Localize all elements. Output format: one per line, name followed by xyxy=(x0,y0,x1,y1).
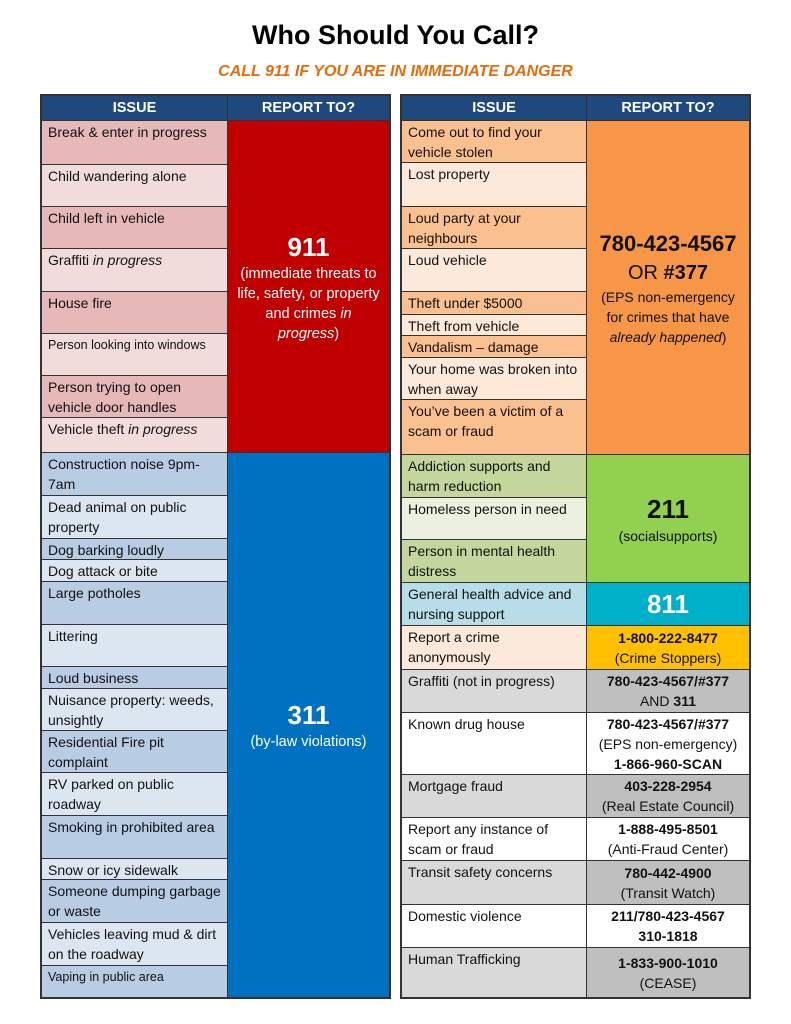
issue-cell xyxy=(42,625,227,666)
issue-cell xyxy=(42,418,227,452)
issue-cell xyxy=(402,455,586,497)
crime-stoppers-label: (Crime Stoppers) xyxy=(614,649,722,666)
issue-text: Graffiti (not in progress) xyxy=(408,673,555,689)
issue-cell xyxy=(402,315,586,335)
issue-text: Report any instance of scam or fraud xyxy=(408,821,549,857)
issue-text: Loud party at your neighbours xyxy=(408,210,521,246)
issue-cell xyxy=(402,207,586,248)
report-311 xyxy=(228,453,389,997)
eps-number: 780-423-4567 xyxy=(599,230,737,256)
issue-cell xyxy=(402,358,586,399)
issue-text: Vaping in public area xyxy=(48,970,164,984)
issue-cell xyxy=(402,249,586,291)
issue-cell xyxy=(42,966,227,997)
issue-cell xyxy=(402,336,586,357)
issue-cell xyxy=(402,713,586,774)
issue-header: ISSUE xyxy=(402,96,586,120)
issue-cell xyxy=(42,496,227,538)
mortgage-label: (Real Estate Council) xyxy=(601,798,735,814)
issue-text: Smoking in prohibited area xyxy=(48,819,215,835)
issue-cell xyxy=(402,905,586,947)
issue-text: Large potholes xyxy=(48,585,141,601)
issue-cell xyxy=(42,816,227,858)
graffiti-and: AND xyxy=(639,693,674,709)
drug-scan-number: 1-866-960-SCAN xyxy=(613,755,723,772)
report-scam xyxy=(587,818,749,860)
graffiti-number: 780-423-4567/#377 xyxy=(606,673,730,689)
issue-cell xyxy=(42,923,227,965)
issue-text: Addiction supports and harm reduction xyxy=(408,458,551,494)
scam-label: (Anti-Fraud Center) xyxy=(607,841,729,857)
issue-cell xyxy=(42,773,227,815)
issue-text: Person in mental health distress xyxy=(408,543,556,579)
issue-text: Transit safety concerns xyxy=(408,864,553,880)
eps-hash-number: #377 xyxy=(663,261,709,284)
issue-text: House fire xyxy=(48,295,112,311)
issue-text: Vandalism – damage xyxy=(408,339,539,355)
issue-text: Person looking into windows xyxy=(48,338,206,352)
issue-text: RV parked on public roadway xyxy=(48,776,174,812)
issue-text: Littering xyxy=(48,628,98,644)
issue-cell xyxy=(402,948,586,997)
issue-cell xyxy=(402,670,586,712)
report-drug-house xyxy=(587,713,749,774)
eps-description: (EPS non-emergency for crimes that have xyxy=(601,288,735,325)
issue-cell xyxy=(42,249,227,291)
eps-emphasis: already happened xyxy=(609,328,722,345)
issue-emphasis: in progress xyxy=(92,252,163,268)
left-table xyxy=(40,94,391,999)
issue-text: Dog barking loudly xyxy=(48,542,164,558)
scam-number: 1-888-495-8501 xyxy=(618,821,718,837)
report-transit xyxy=(587,861,749,904)
issue-text: Come out to find your vehicle stolen xyxy=(408,124,542,160)
report-crime-stoppers xyxy=(587,626,749,669)
issue-text: Homeless person in need xyxy=(408,501,567,517)
issue-text: Person trying to open vehicle door handles xyxy=(48,379,182,415)
issue-text: Vehicles leaving mud & dirt on the roadway xyxy=(48,926,217,962)
211-description: (socialsupports) xyxy=(618,527,718,544)
911-emphasis: in progress xyxy=(277,305,352,342)
issue-cell xyxy=(402,583,586,625)
eps-close: ) xyxy=(721,328,727,345)
issue-cell xyxy=(42,207,227,248)
issue-text: Report a crime anonymously xyxy=(408,629,500,665)
issue-cell xyxy=(402,626,586,669)
issue-cell xyxy=(402,292,586,314)
transit-label: (Transit Watch) xyxy=(620,884,716,901)
911-close: ) xyxy=(334,325,340,342)
issue-cell xyxy=(42,165,227,206)
report-graffiti xyxy=(587,670,749,712)
drug-label: (EPS non-emergency) xyxy=(598,735,738,752)
report-811 xyxy=(587,583,749,625)
report-domestic xyxy=(587,905,749,947)
issue-text: Your home was broken into when away xyxy=(408,361,578,397)
emergency-subtitle: CALL 911 IF YOU ARE IN IMMEDIATE DANGER xyxy=(218,63,573,80)
number-311: 311 xyxy=(287,700,330,730)
issue-cell xyxy=(42,582,227,624)
issue-cell xyxy=(42,689,227,730)
right-table xyxy=(400,94,751,999)
issue-text: Vehicle theft xyxy=(48,421,129,437)
issue-text: Human Trafficking xyxy=(408,951,521,967)
page-title: Who Should You Call? xyxy=(252,20,539,50)
issue-text: Dead animal on public property xyxy=(48,499,187,535)
report-header: REPORT TO? xyxy=(228,96,389,120)
issue-text: Lost property xyxy=(408,166,490,182)
domestic-number: 211/780-423-4567 xyxy=(611,908,725,924)
issue-text: Loud vehicle xyxy=(408,252,487,268)
eps-or: OR xyxy=(627,261,664,284)
issue-cell xyxy=(42,453,227,495)
issue-cell xyxy=(402,498,586,539)
issue-text: Loud business xyxy=(48,670,139,686)
issue-text: Snow or icy sidewalk xyxy=(48,862,178,878)
issue-text: Graffiti xyxy=(48,252,93,268)
issue-cell xyxy=(42,560,227,581)
drug-number: 780-423-4567/#377 xyxy=(606,715,730,732)
issue-cell xyxy=(42,376,227,417)
issue-cell xyxy=(42,859,227,879)
issue-cell xyxy=(42,731,227,772)
crime-stoppers-number: 1-800-222-8477 xyxy=(618,629,718,646)
number-911: 911 xyxy=(287,231,330,262)
issue-cell xyxy=(42,292,227,333)
issue-cell xyxy=(402,121,586,162)
issue-header: ISSUE xyxy=(42,96,227,120)
report-911 xyxy=(228,121,389,452)
graffiti-311: 311 xyxy=(673,693,697,709)
issue-text: Break & enter in progress xyxy=(48,124,207,140)
report-mortgage xyxy=(587,775,749,817)
issue-text: Theft from vehicle xyxy=(408,318,520,334)
domestic-number-2: 310-1818 xyxy=(638,928,698,944)
issue-cell xyxy=(402,540,586,582)
issue-cell xyxy=(402,400,586,454)
issue-cell xyxy=(42,667,227,688)
issue-text: Domestic violence xyxy=(408,908,522,924)
issue-text: Child left in vehicle xyxy=(48,210,165,226)
issue-cell xyxy=(402,861,586,904)
number-211: 211 xyxy=(647,493,689,524)
report-header: REPORT TO? xyxy=(587,96,749,120)
report-eps-non-emergency xyxy=(587,121,749,454)
311-description: (by-law violations) xyxy=(250,734,367,750)
trafficking-number: 1-833-900-1010 xyxy=(618,954,718,971)
issue-cell xyxy=(402,775,586,817)
issue-cell xyxy=(402,818,586,860)
issue-text: Nuisance property: weeds, unsightly xyxy=(48,692,214,728)
issue-text: Theft under $5000 xyxy=(408,295,523,311)
report-211 xyxy=(587,455,749,582)
issue-cell xyxy=(402,163,586,206)
911-description: (immediate threats to life, safety, or property and crimes xyxy=(237,265,380,322)
issue-text: Known drug house xyxy=(408,716,525,732)
issue-text: Dog attack or bite xyxy=(48,563,158,579)
issue-text: Someone dumping garbage or waste xyxy=(48,883,221,919)
transit-number: 780-442-4900 xyxy=(624,864,712,881)
trafficking-label: (CEASE) xyxy=(639,974,697,991)
issue-text: Residential Fire pit complaint xyxy=(48,734,164,770)
report-trafficking xyxy=(587,948,749,997)
issue-cell xyxy=(42,880,227,922)
issue-text: Mortgage fraud xyxy=(408,778,503,794)
issue-text: General health advice and nursing support xyxy=(408,586,572,622)
mortgage-number: 403-228-2954 xyxy=(624,778,712,794)
number-811: 811 xyxy=(647,589,689,619)
issue-cell xyxy=(42,121,227,164)
issue-text: You’ve been a victim of a scam or fraud xyxy=(408,403,564,439)
issue-cell xyxy=(42,334,227,375)
issue-text: Child wandering alone xyxy=(48,168,187,184)
issue-emphasis: in progress xyxy=(128,421,198,437)
issue-text: Construction noise 9pm-7am xyxy=(48,456,200,492)
issue-cell xyxy=(42,539,227,559)
